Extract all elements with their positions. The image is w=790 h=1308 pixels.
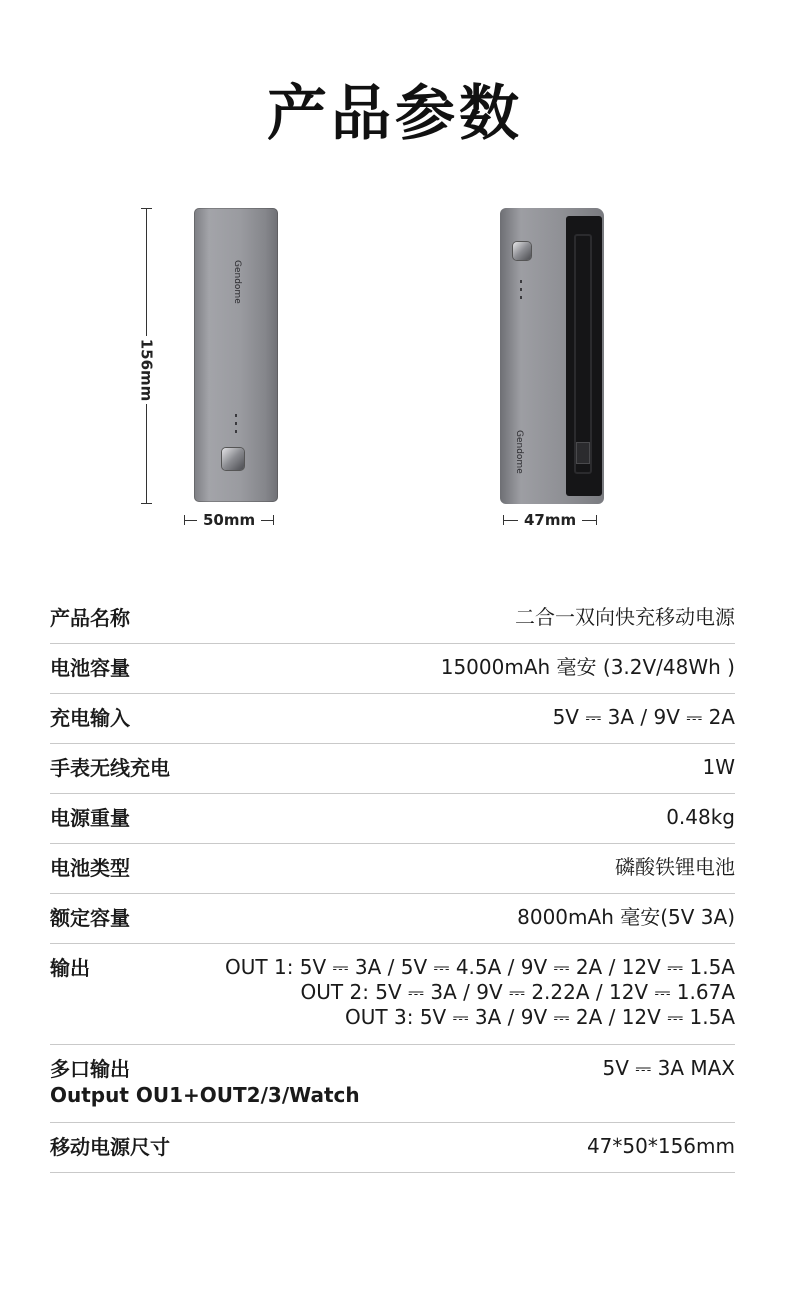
spec-key: 手表无线充电 [50, 756, 170, 780]
spec-value [225, 955, 735, 1030]
page-title: 产品参数 [267, 79, 523, 149]
output-port-2: OUT 2: 5V ⎓ 3A / 9V ⎓ 2.22A / 12V ⎓ 1.67A [300, 980, 735, 1004]
spec-key: 电源重量 [50, 806, 130, 830]
spec-value: 8000mAh 毫安(5V 3A) [517, 905, 735, 929]
spec-value: 1W [702, 755, 735, 779]
spec-row [50, 844, 735, 894]
spec-row [50, 794, 735, 844]
spec-value: 47*50*156mm [586, 1134, 735, 1158]
spec-value: 5V ⎓ 3A MAX [602, 1056, 735, 1080]
brand-logo: Gendome [232, 260, 242, 304]
spec-key: 额定容量 [50, 906, 130, 930]
spec-row [50, 894, 735, 944]
usb-plug-icon [576, 442, 590, 464]
spec-key: 电池容量 [50, 656, 130, 680]
spec-row [50, 744, 735, 794]
power-button-icon [222, 448, 244, 470]
power-button-icon [513, 242, 531, 260]
spec-value: 5V ⎓ 3A / 9V ⎓ 2A [552, 705, 735, 729]
spec-value: 0.48kg [666, 805, 735, 829]
spec-key: 移动电源尺寸 [50, 1135, 170, 1159]
output-port-3: OUT 3: 5V ⎓ 3A / 9V ⎓ 2A / 12V ⎓ 1.5A [345, 1005, 735, 1029]
spec-value: 二合一双向快充移动电源 [515, 605, 735, 629]
spec-row [50, 644, 735, 694]
spec-key: 输出 [50, 956, 90, 980]
led-indicator-icon [235, 414, 238, 438]
spec-key: 多口输出 Output OU1+OUT2/3/Watch [50, 1057, 360, 1107]
height-dimension-label: 156mm [128, 336, 164, 404]
power-bank-front-image [194, 208, 278, 502]
spec-row [50, 1045, 735, 1123]
side-width-dimension [503, 510, 597, 530]
side-width-label: 47mm [524, 511, 577, 529]
front-width-dimension [184, 510, 274, 530]
spec-key: 充电输入 [50, 706, 130, 730]
output-port-1: OUT 1: 5V ⎓ 3A / 5V ⎓ 4.5A / 9V ⎓ 2A / 12V ⎓ 1.5A [225, 955, 735, 979]
spec-row [50, 944, 735, 1045]
led-indicator-icon [520, 280, 522, 304]
spec-table [50, 594, 735, 1173]
spec-key-subtitle: Output OU1+OUT2/3/Watch [50, 1083, 360, 1107]
spec-value: 15000mAh 毫安 (3.2V/48Wh ) [440, 655, 735, 679]
spec-key: 电池类型 [50, 856, 130, 880]
brand-logo: Gendome [514, 430, 524, 474]
spec-row [50, 594, 735, 644]
cable-slot [566, 216, 602, 496]
spec-row [50, 1123, 735, 1173]
power-bank-side-image [500, 208, 604, 504]
spec-key: 产品名称 [50, 606, 130, 630]
spec-row [50, 694, 735, 744]
spec-value: 磷酸铁锂电池 [615, 855, 735, 879]
front-width-label: 50mm [203, 511, 256, 529]
